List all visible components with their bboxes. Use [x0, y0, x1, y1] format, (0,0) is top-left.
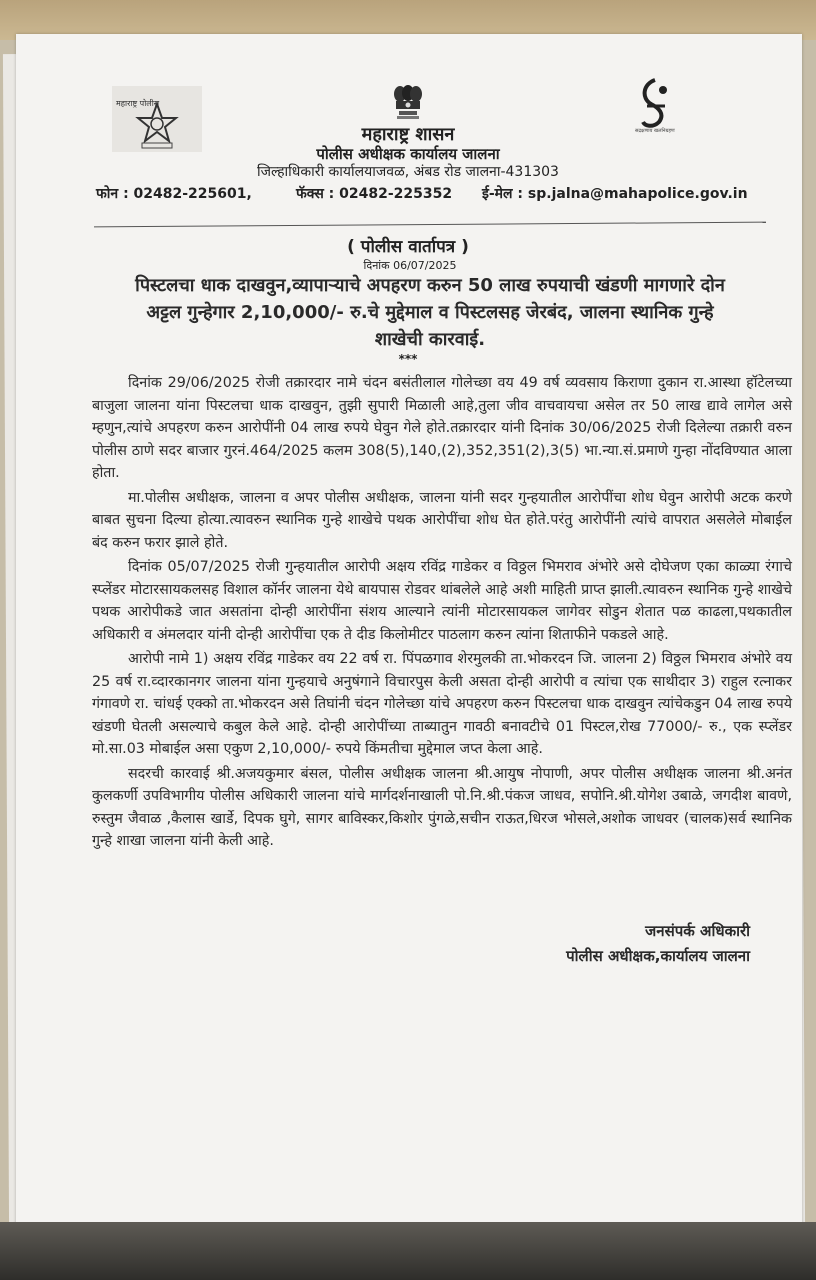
government-title: महाराष्ट्र शासन: [361, 124, 455, 145]
svg-text:महाराष्ट्र पोलीस: महाराष्ट्र पोलीस: [116, 99, 160, 108]
paragraph-complaint: दिनांक 29/06/2025 रोजी तक्रारदार नामे चंदन बसंतीलाल गोलेच्छा वय 49 वर्ष व्यवसाय किराणा दुकान रा.आस्था हॉटेलच्या बाजुला जालना यांना पिस्टलचा धाक दाखवुन, तुझी सुपारी मिळाली आहे,तुला जीव वाचवायचा असेल तर 50 लाख द्यावे लागेल असे म्हणुन,त्यांचे अपहरण करुन आरोपींनी 04 लाख रुपये घेवुन गेले होते.तक्रारदार यांनी दिनांक 30/06/2025 रोजी दिलेल्या तक्रारी वरुन पोलीस ठाणे सदर बाजार गुरनं.464/2025 कलम 308(5),140,(2),352,351(2),3(5) भा.न्या.सं.प्रमाणे गुन्हा नोंदविण्यात आला होता.: [92, 375, 792, 481]
phone-number: फोन : 02482-225601,: [96, 186, 252, 202]
svg-text:सद्रक्षणाय खलनिग्रहणाय: सद्रक्षणाय खलनिग्रहणाय: [635, 128, 675, 134]
separator: ***: [398, 352, 418, 366]
signatory-title: जनसंपर्क अधिकारी: [645, 922, 750, 940]
email-address: ई-मेल : sp.jalna@mahapolice.gov.in: [482, 186, 748, 202]
press-release-label: ( पोलीस वार्तापत्र ): [347, 237, 469, 257]
paragraph-instructions: मा.पोलीस अधीक्षक, जालना व अपर पोलीस अधीक्षक, जालना यांनी सदर गुन्हयातील आरोपींचा शोध घेवुन आरोपी अटक करणे बाबत सुचना दिल्या होत्या.त्यावरुन स्थानिक गुन्हे शाखेचे पथक आरोपींचा शोध घेत होते.परंतु आरोपींनी त्यांचे वापरात असलेले मोबाईल बंद करुन फरार झाले होते.: [92, 489, 792, 551]
ashoka-emblem-icon: [390, 84, 426, 122]
office-address: जिल्हाधिकारी कार्यालयाजवळ, अंबड रोड जालना-431303: [257, 164, 559, 180]
paragraph-accused: आरोपी नामे 1) अक्षय रविंद्र गाडेकर वय 22 वर्ष रा. पिंपळगाव शेरमुलकी ता.भोकरदन जि. जालना 2) विठ्ठल भिमराव अंभोरे वय 25 वर्ष रा.व्दारकानगर जालना यांना गुन्हयाचे अनुषंगाने विचारपुस केली असता दोन्ही आरोपी व त्यांचा एक साथीदार 3) राहुल रत्नाकर गंगावणे रा. चांधई एक्को ता.भोकरदन असे तिघांनी चंदन गोलेच्छा यांचे अपहरण करुन पिस्टलचा धाक दाखवुन त्यांचेकडुन 04 लाख रुपये खंडणी घेतली असल्याचे कबुल केले आहे. दोन्ही आरोपींच्या ताब्यातुन गावठी बनावटीचे 01 पिस्टल,रोख 77000/- रु., एक स्प्लेंडर मो.सा.03 मोबाईल असा एकुण 2,10,000/- रुपये किंमतीचा मुद्देमाल जप्त केला आहे.: [92, 651, 792, 757]
paragraph-team: सदरची कारवाई श्री.अजयकुमार बंसल, पोलीस अधीक्षक जालना श्री.आयुष नोपाणी, अपर पोलीस अधीक्षक जालना श्री.अनंत कुलकर्णी उपविभागीय पोलीस अधिकारी जालना यांचे मार्गदर्शनाखाली पो.नि.श्री.पंकज जाधव, सपोनि.श्री.योगेश उबाळे, जगदीश बावणे, रुस्तुम जैवाळ ,कैलास खार्डे, दिपक घुगे, सागर बाविस्कर,किशोर पुंगळे,सचीन राऊत,धिरज भोसले,अशोक जाधवर (चालक)सर्व स्थानिक गुन्हे शाखा जालना यांनी केली आहे.: [92, 765, 792, 849]
contact-line: [96, 184, 756, 206]
signatory-office: पोलीस अधीक्षक,कार्यालय जालना: [566, 947, 750, 965]
release-date: दिनांक 06/07/2025: [363, 259, 457, 272]
paragraph-arrest: दिनांक 05/07/2025 रोजी गुन्हयातील आरोपी अक्षय रविंद्र गाडेकर व विठ्ठल भिमराव अंभोरे असे दोघेजण एका काळ्या रंगाचे स्प्लेंडर मोटारसायकलसह विशाल कॉर्नर जालना येथे बायपास रोडवर थांबलेले आहे अशी माहिती प्राप्त झाली.त्यावरुन स्थानिक गुन्हे शाखेचे पथक आरोपीकडे जात असतांना दोन्ही आरोपींना संशय आल्याने त्यांनी मोटारसायकल जागेवर सोडुन शेतात पळ काढला,पथकातील अधिकारी व अंमलदार यांनी दोन्ही आरोपींचा एक ते दीड किलोमीटर पाठलाग करुन त्यांना शिताफीने पकडले आहे.: [92, 559, 792, 643]
bottom-shadow: [0, 1222, 816, 1280]
fax-number: फॅक्स : 02482-225352: [296, 186, 453, 202]
press-release-body: [92, 372, 792, 855]
headline: पिस्टलचा धाक दाखवुन,व्यापाऱ्याचे अपहरण करुन 50 लाख रुपयाची खंडणी मागणारे दोन अट्टल गुन्हेगार 2,10,000/- रु.चे मुद्देमाल व पिस्टलसह जेरबंद, जालना स्थानिक गुन्हे शाखेची कारवाई.: [135, 275, 725, 350]
office-name: पोलीस अधीक्षक कार्यालय जालना: [316, 145, 500, 163]
